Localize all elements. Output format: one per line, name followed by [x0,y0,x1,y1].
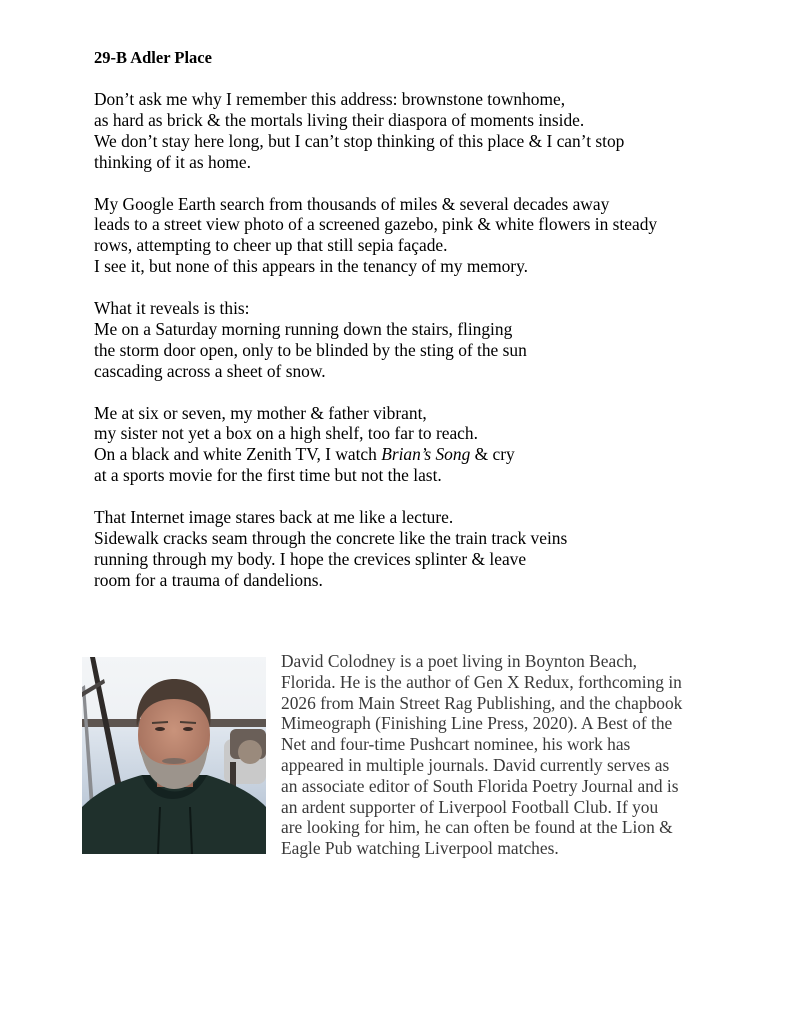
poem-line: Me on a Saturday morning running down the stairs, flinging [94,318,513,339]
bio-line: Net and four-time Pushcart nominee, his work has [281,734,631,755]
stanza-3 [94,298,734,382]
poem-line-text: & cry [470,444,515,465]
poem-line: I see it, but none of this appears in the tenancy of my memory. [94,256,529,277]
bio-line: an associate editor of South Florida Poetry Journal and is [281,775,679,796]
bio-line: 2026 from Main Street Rag Publishing, and the chapbook [281,692,683,713]
bio-line: Eagle Pub watching Liverpool matches. [281,838,559,859]
bio-line: Florida. He is the author of Gen X Redux, forthcoming in [281,671,682,692]
poem-line: thinking of it as home. [94,151,251,172]
poem-line: my sister not yet a box on a high shelf, too far to reach. [94,423,478,444]
poem-line: room for a trauma of dandelions. [94,569,323,590]
stanza-4 [94,403,734,487]
poem-line: the storm door open, only to be blinded by the sting of the sun [94,339,527,360]
poem-line: cascading across a sheet of snow. [94,360,326,381]
poem-body [94,89,734,612]
bio-line: David Colodney is a poet living in Boynton Beach, [281,651,637,671]
poem-line: as hard as brick & the mortals living their diaspora of moments inside. [94,109,585,130]
poem-line: Me at six or seven, my mother & father vibrant, [94,402,427,423]
bio-line: appeared in multiple journals. David currently serves as [281,754,670,775]
author-photo [82,657,266,854]
poem-line: Sidewalk cracks seam through the concrete like the train track veins [94,527,568,548]
poem-line: That Internet image stares back at me like a lecture. [94,507,454,528]
bio-line: Mimeograph (Finishing Line Press, 2020). A Best of the [281,713,673,734]
bio-line: an ardent supporter of Liverpool Football Club. If you [281,796,659,817]
poem-line: rows, attempting to cheer up that still sepia façade. [94,235,448,256]
author-bio [281,651,721,859]
poem-line-with-title [94,444,734,465]
stanza-1 [94,89,734,173]
poem-line: What it reveals is this: [94,298,250,319]
poem-line: at a sports movie for the first time but not the last. [94,465,442,486]
stanza-2 [94,194,734,278]
film-title: Brian’s Song [381,444,471,465]
poem-title: 29-B Adler Place [94,48,212,67]
poem-line: We don’t stay here long, but I can’t stop thinking of this place & I can’t stop [94,130,625,151]
poem-line: running through my body. I hope the crevices splinter & leave [94,548,527,569]
poem-line: Don’t ask me why I remember this address: brownstone townhome, [94,89,566,109]
stanza-5 [94,507,734,591]
poem-line-text: On a black and white Zenith TV, I watch [94,444,382,465]
poem-line: My Google Earth search from thousands of miles & several decades away [94,193,610,214]
poem-line: leads to a street view photo of a screened gazebo, pink & white flowers in steady [94,214,658,235]
bio-line: are looking for him, he can often be found at the Lion & [281,817,673,838]
